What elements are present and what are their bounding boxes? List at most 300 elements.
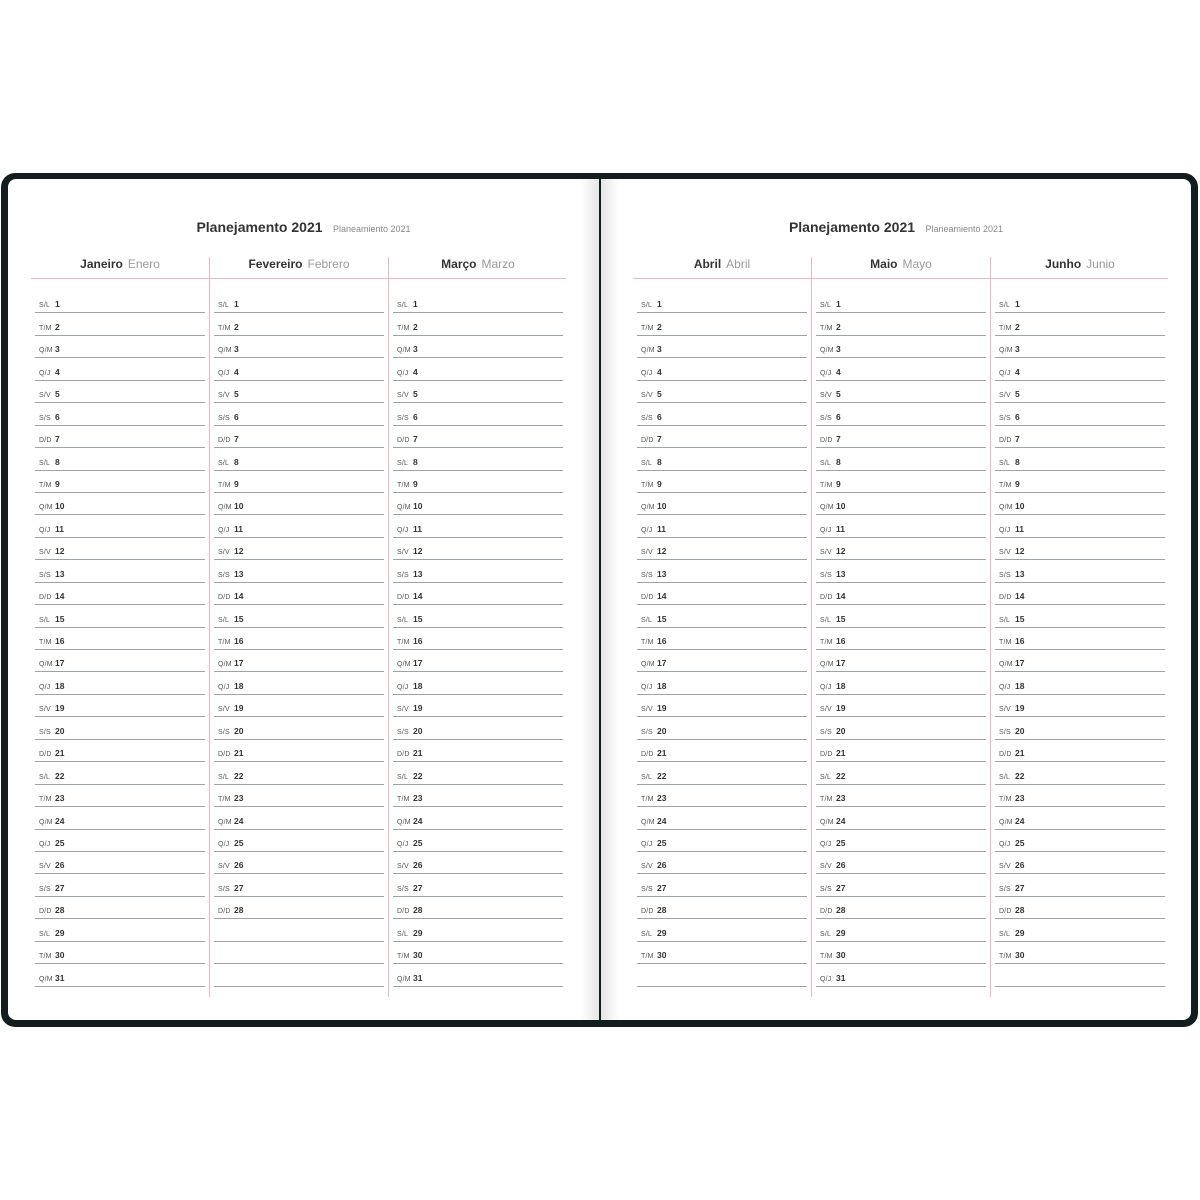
day-row[interactable] [995,650,1165,672]
day-row[interactable] [637,919,807,941]
day-row[interactable] [816,942,986,964]
day-row[interactable] [393,403,563,425]
day-number: 28 [234,905,244,916]
day-row[interactable] [995,448,1165,470]
day-number: 20 [413,725,423,736]
day-row[interactable] [35,336,205,358]
day-row[interactable] [816,672,986,694]
day-row[interactable] [995,919,1165,941]
weekday-abbr: T/M [641,639,654,646]
weekday-abbr: S/L [999,302,1011,310]
day-row[interactable] [816,538,986,560]
day-row[interactable] [35,448,205,470]
day-number: 9 [413,478,418,489]
day-row[interactable] [995,426,1165,448]
day-row[interactable] [393,830,563,852]
day-list [214,291,384,987]
day-row[interactable] [35,919,205,941]
weekday-abbr: Q/J [218,369,230,377]
weekday-abbr: Q/J [39,526,51,534]
day-row[interactable] [214,426,384,448]
day-row[interactable] [35,291,205,313]
day-row[interactable] [995,807,1165,829]
day-row[interactable] [816,762,986,784]
day-row[interactable] [816,852,986,874]
day-number: 21 [657,748,667,759]
day-row[interactable] [816,695,986,717]
month-header [210,257,388,279]
weekday-abbr: T/M [820,796,833,804]
day-row[interactable] [995,291,1165,313]
day-list [637,291,807,987]
day-row[interactable] [393,358,563,380]
day-row[interactable] [637,583,807,605]
day-row[interactable] [393,897,563,919]
day-row[interactable] [637,515,807,537]
day-row[interactable] [393,762,563,784]
day-row[interactable] [637,650,807,672]
day-row[interactable] [35,471,205,493]
day-row[interactable] [214,336,384,358]
day-row[interactable] [816,426,986,448]
day-row[interactable] [35,358,205,380]
day-row[interactable] [393,807,563,829]
weekday-abbr: S/S [641,885,653,893]
day-number: 3 [836,344,841,355]
day-row[interactable] [995,381,1165,403]
day-row[interactable] [214,605,384,627]
day-row[interactable] [816,830,986,852]
day-row[interactable] [35,874,205,896]
weekday-abbr: T/M [39,953,52,961]
day-row[interactable] [995,830,1165,852]
day-row[interactable] [637,874,807,896]
day-row[interactable] [816,650,986,672]
day-number: 17 [234,658,244,669]
day-number: 2 [55,321,60,332]
day-row[interactable] [637,628,807,650]
weekday-abbr: S/S [218,885,230,893]
day-row[interactable] [393,785,563,807]
weekday-abbr: Q/M [999,818,1013,826]
day-row[interactable] [214,515,384,537]
weekday-abbr: D/D [218,437,231,445]
day-row[interactable] [995,471,1165,493]
day-row[interactable] [393,448,563,470]
day-number: 5 [413,389,418,400]
day-row[interactable] [637,336,807,358]
day-number: 27 [234,882,244,893]
weekday-abbr: S/V [999,392,1011,400]
day-row[interactable] [214,650,384,672]
day-row[interactable] [35,403,205,425]
day-row[interactable] [393,538,563,560]
month-name-es: Junio [1086,257,1115,271]
weekday-abbr: D/D [999,437,1012,445]
day-row[interactable] [214,964,384,986]
day-row[interactable] [816,560,986,582]
day-number: 16 [413,636,423,646]
day-number: 12 [836,546,846,557]
day-row[interactable] [214,852,384,874]
weekday-abbr: D/D [999,908,1012,916]
weekday-abbr: S/S [39,571,51,579]
weekday-abbr: Q/J [218,840,230,848]
weekday-abbr: T/M [397,796,410,804]
weekday-abbr: S/S [999,728,1011,736]
weekday-abbr: Q/M [641,347,655,355]
month-header [633,257,811,279]
day-row[interactable] [214,919,384,941]
day-number: 12 [1015,546,1025,557]
day-row[interactable] [35,560,205,582]
day-number: 2 [413,321,418,332]
day-row[interactable] [393,919,563,941]
column-divider [811,257,812,997]
gutter-shadow [601,179,619,1020]
day-row[interactable] [637,695,807,717]
weekday-abbr: S/L [641,459,653,467]
day-row[interactable] [995,515,1165,537]
weekday-abbr: D/D [39,908,52,916]
day-row[interactable] [393,717,563,739]
weekday-abbr: S/S [641,571,653,579]
day-number: 2 [234,321,239,332]
day-row[interactable] [816,807,986,829]
weekday-abbr: S/V [39,392,51,400]
day-row[interactable] [214,942,384,964]
weekday-abbr: Q/J [39,369,51,377]
day-row[interactable] [393,740,563,762]
day-row[interactable] [35,583,205,605]
weekday-abbr: S/V [641,706,653,714]
day-row[interactable] [393,583,563,605]
day-number: 10 [413,501,423,512]
day-row[interactable] [637,381,807,403]
day-number: 20 [657,725,667,736]
day-row[interactable] [637,852,807,874]
day-row[interactable] [637,471,807,493]
day-row[interactable] [393,560,563,582]
day-row[interactable] [816,358,986,380]
day-row[interactable] [816,874,986,896]
weekday-abbr: S/V [397,392,409,400]
day-row[interactable] [35,717,205,739]
weekday-abbr: D/D [397,751,410,759]
weekday-abbr: T/M [641,796,654,804]
day-row[interactable] [637,493,807,515]
day-row[interactable] [393,695,563,717]
day-row[interactable] [637,717,807,739]
day-row[interactable] [995,538,1165,560]
day-row[interactable] [214,560,384,582]
day-row[interactable] [995,672,1165,694]
day-row[interactable] [637,538,807,560]
day-row[interactable] [214,358,384,380]
day-row[interactable] [637,785,807,807]
day-row[interactable] [995,336,1165,358]
day-number: 25 [1015,837,1025,848]
day-row[interactable] [637,448,807,470]
day-row[interactable] [816,448,986,470]
day-row[interactable] [816,291,986,313]
day-row[interactable] [35,426,205,448]
day-row[interactable] [816,336,986,358]
day-row[interactable] [816,964,986,986]
day-row[interactable] [995,605,1165,627]
day-number: 15 [1015,613,1025,624]
day-row[interactable] [35,538,205,560]
day-row[interactable] [995,717,1165,739]
day-row[interactable] [35,628,205,650]
day-row[interactable] [35,785,205,807]
day-row[interactable] [393,291,563,313]
day-row[interactable] [637,740,807,762]
day-row[interactable] [995,403,1165,425]
weekday-abbr: S/V [999,706,1011,714]
weekday-abbr: S/V [820,549,832,557]
day-row[interactable] [637,291,807,313]
day-row[interactable] [214,672,384,694]
weekday-abbr: Q/M [999,347,1013,355]
day-number: 27 [413,882,423,893]
day-row[interactable] [995,785,1165,807]
day-row[interactable] [995,695,1165,717]
day-number: 19 [413,703,423,714]
day-row[interactable] [35,605,205,627]
weekday-abbr: S/S [397,728,409,736]
day-row[interactable] [637,897,807,919]
day-row[interactable] [35,695,205,717]
day-row[interactable] [393,852,563,874]
day-row[interactable] [995,874,1165,896]
day-row[interactable] [816,785,986,807]
day-row[interactable] [393,381,563,403]
day-row[interactable] [214,403,384,425]
day-row[interactable] [393,426,563,448]
day-number: 30 [836,950,846,961]
day-row[interactable] [214,538,384,560]
weekday-abbr: S/L [397,930,409,938]
day-number: 20 [1015,725,1025,736]
day-number: 15 [657,613,667,624]
day-row[interactable] [995,852,1165,874]
day-row[interactable] [816,471,986,493]
day-row[interactable] [214,897,384,919]
day-number: 18 [836,680,846,691]
day-number: 24 [657,815,667,826]
day-row[interactable] [995,762,1165,784]
weekday-abbr: D/D [820,594,833,602]
day-row[interactable] [393,336,563,358]
day-row[interactable] [35,852,205,874]
day-number: 23 [1015,793,1025,804]
day-row[interactable] [214,628,384,650]
day-number: 11 [234,523,243,534]
day-number: 11 [1015,523,1024,534]
day-number: 17 [1015,658,1025,669]
day-number: 17 [836,658,846,669]
day-number: 1 [836,299,841,310]
weekday-abbr: S/L [820,459,832,467]
weekday-abbr: D/D [218,751,231,759]
day-row[interactable] [816,897,986,919]
month-name: Janeiro [80,257,123,271]
day-row[interactable] [393,672,563,694]
weekday-abbr: S/L [820,302,832,310]
day-number: 25 [413,837,423,848]
day-row[interactable] [816,605,986,627]
day-row[interactable] [393,471,563,493]
weekday-abbr: T/M [218,481,231,489]
day-number: 26 [1015,860,1025,871]
day-number: 25 [234,837,244,848]
month-column-junho [991,257,1169,961]
day-row[interactable] [816,628,986,650]
weekday-abbr: Q/M [641,818,655,826]
day-row[interactable] [214,740,384,762]
day-row[interactable] [637,403,807,425]
day-number: 15 [836,613,846,624]
day-number: 19 [657,703,667,714]
day-row[interactable] [214,717,384,739]
day-row[interactable] [35,493,205,515]
day-row[interactable] [393,493,563,515]
weekday-abbr: Q/J [820,683,832,691]
day-row[interactable] [995,583,1165,605]
day-row[interactable] [816,381,986,403]
weekday-abbr: S/V [218,549,230,557]
day-row[interactable] [214,493,384,515]
day-row[interactable] [816,515,986,537]
day-row[interactable] [35,650,205,672]
day-row[interactable] [393,942,563,964]
day-row[interactable] [35,515,205,537]
day-row[interactable] [214,291,384,313]
day-row[interactable] [393,515,563,537]
day-row[interactable] [816,313,986,335]
day-number: 3 [55,344,60,355]
day-row[interactable] [816,583,986,605]
day-row[interactable] [214,830,384,852]
day-number: 6 [1015,411,1020,422]
day-number: 23 [55,793,65,804]
day-row[interactable] [995,313,1165,335]
weekday-abbr: S/L [218,773,230,781]
day-number: 28 [1015,905,1025,916]
day-row[interactable] [35,740,205,762]
month-column-janeiro [31,257,209,983]
left-page [8,179,599,1020]
day-row[interactable] [35,942,205,964]
day-row[interactable] [816,740,986,762]
day-number: 3 [234,344,239,355]
day-row[interactable] [637,762,807,784]
day-row[interactable] [637,605,807,627]
day-row[interactable] [214,762,384,784]
weekday-abbr: D/D [641,594,654,602]
weekday-abbr: T/M [39,324,52,332]
day-row[interactable] [995,628,1165,650]
day-row[interactable] [214,381,384,403]
day-row[interactable] [816,717,986,739]
day-row[interactable] [995,493,1165,515]
day-row[interactable] [995,560,1165,582]
weekday-abbr: Q/J [820,975,832,983]
day-number: 4 [836,366,841,377]
day-row[interactable] [995,897,1165,919]
day-row[interactable] [816,919,986,941]
day-row[interactable] [214,807,384,829]
weekday-abbr: Q/M [39,818,53,826]
day-row[interactable] [393,605,563,627]
weekday-abbr: S/S [39,885,51,893]
day-row[interactable] [637,672,807,694]
day-row[interactable] [637,426,807,448]
day-row[interactable] [214,471,384,493]
weekday-abbr: Q/M [397,347,411,355]
weekday-abbr: Q/M [999,661,1013,669]
day-row[interactable] [214,448,384,470]
weekday-abbr: Q/J [999,526,1011,534]
day-row[interactable] [35,897,205,919]
day-row[interactable] [637,830,807,852]
day-row[interactable] [214,695,384,717]
day-row[interactable] [35,762,205,784]
weekday-abbr: D/D [820,751,833,759]
day-row[interactable] [816,493,986,515]
day-row[interactable] [214,874,384,896]
day-row[interactable] [393,650,563,672]
day-row[interactable] [35,964,205,986]
weekday-abbr: S/L [397,459,409,467]
day-list [393,291,563,987]
day-row[interactable] [35,830,205,852]
day-row[interactable] [637,313,807,335]
day-row[interactable] [995,740,1165,762]
day-row[interactable] [393,874,563,896]
weekday-abbr: T/M [999,796,1012,804]
day-row[interactable] [35,807,205,829]
day-row[interactable] [637,942,807,964]
day-number: 24 [1015,815,1025,826]
day-row[interactable] [995,358,1165,380]
day-row[interactable] [35,381,205,403]
day-row[interactable] [816,403,986,425]
day-row[interactable] [214,583,384,605]
day-row[interactable] [637,358,807,380]
day-row[interactable] [393,964,563,986]
day-row[interactable] [35,672,205,694]
day-row[interactable] [214,313,384,335]
day-row[interactable] [393,313,563,335]
weekday-abbr: S/V [820,392,832,400]
day-row[interactable] [637,964,807,986]
day-row[interactable] [995,964,1165,986]
day-row[interactable] [393,628,563,650]
weekday-abbr: Q/J [641,840,653,848]
weekday-abbr: T/M [820,953,833,961]
day-number: 13 [657,568,667,579]
weekday-abbr: T/M [218,639,231,646]
day-row[interactable] [35,313,205,335]
day-row[interactable] [995,942,1165,964]
day-row[interactable] [637,560,807,582]
day-row[interactable] [637,807,807,829]
weekday-abbr: T/M [397,953,410,961]
day-row[interactable] [214,785,384,807]
weekday-abbr: T/M [39,481,52,489]
